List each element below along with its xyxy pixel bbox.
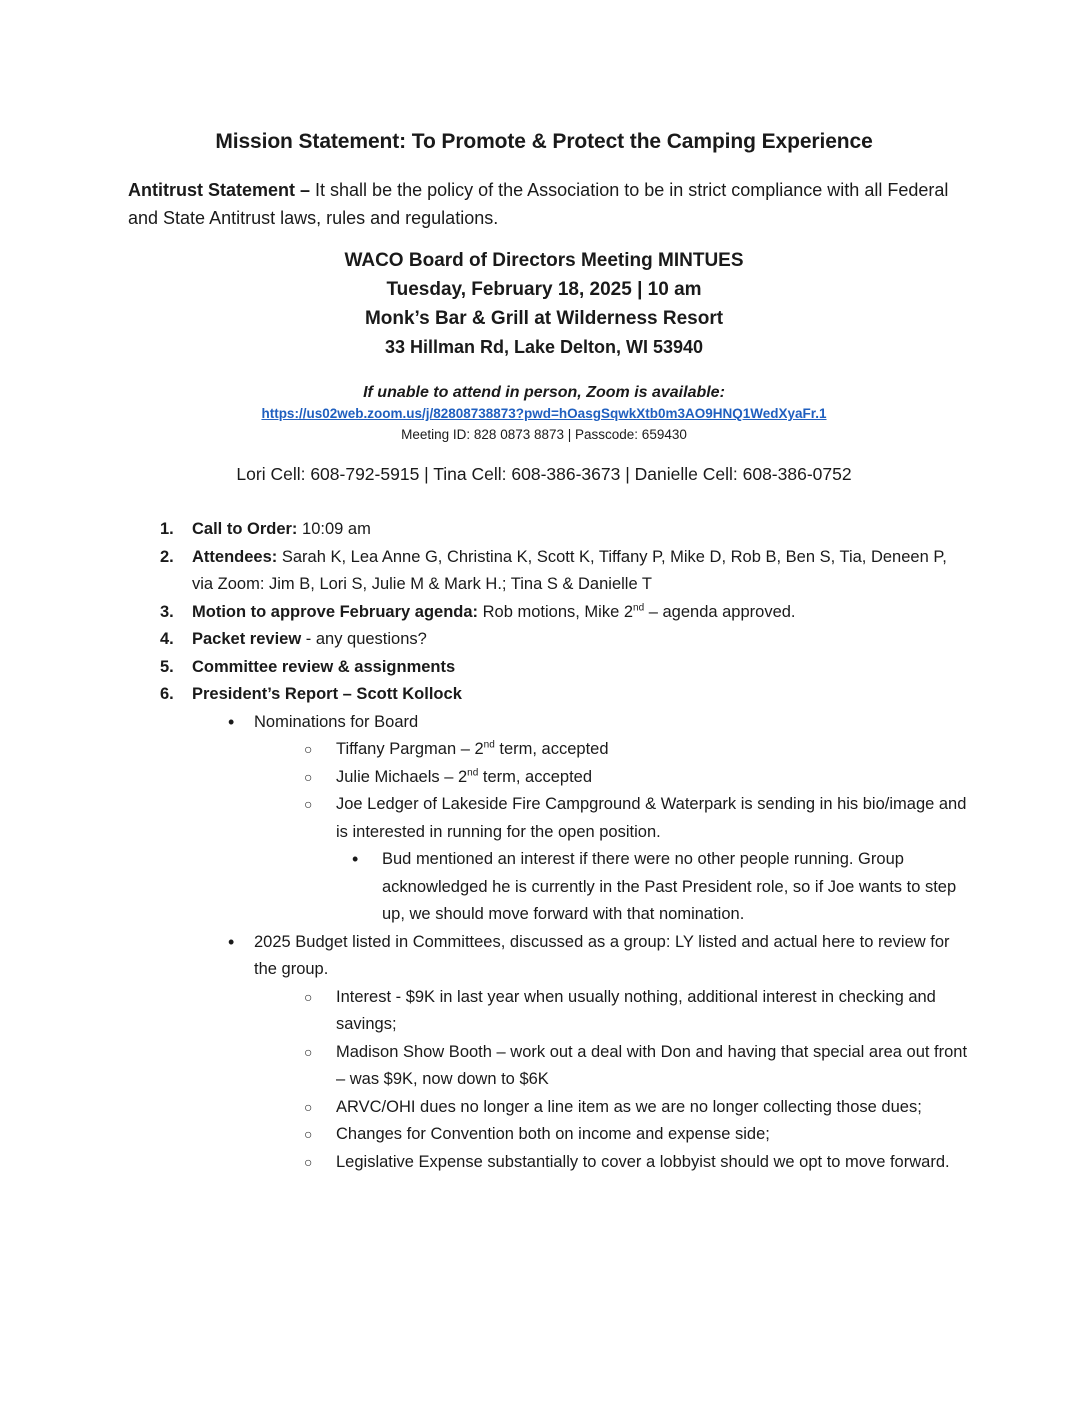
sub-item-text-end: term, accepted xyxy=(478,767,593,786)
agenda-item xyxy=(160,516,970,544)
meeting-venue: Monk’s Bar & Grill at Wilderness Resort xyxy=(364,308,724,329)
agenda-item xyxy=(160,626,970,654)
sub-item xyxy=(254,736,970,764)
agenda-number: 1. xyxy=(160,520,174,538)
sub-item-text-end: term, accepted xyxy=(494,740,609,758)
superscript: nd xyxy=(467,767,479,778)
bullet-icon: • xyxy=(228,931,235,952)
circle-bullet-icon: ○ xyxy=(304,1043,313,1060)
sub-item xyxy=(254,1039,970,1094)
circle-bullet-icon: ○ xyxy=(304,741,313,757)
sub-item-text: Interest - $9K in last year when usually nothing, additional interest in checking and savings; xyxy=(336,987,936,1033)
agenda-number: 5. xyxy=(160,657,174,676)
agenda-text: Sarah K, Lea Anne G, Christina K, Scott K, Tiffany P, Mike D, Rob B, Ben S, Tia, Deneen P, via Zoom: Jim B, Lori S, Julie M & Mark H.; Tina S & Danielle T xyxy=(192,547,947,593)
sub-item-text: Changes for Convention both on income and expense side; xyxy=(336,1125,770,1143)
bullet-icon: • xyxy=(352,849,359,869)
meeting-address: 33 Hillman Rd, Lake Delton, WI 53940 xyxy=(384,337,704,357)
bullet-icon: • xyxy=(228,711,235,732)
sub-item xyxy=(254,1094,970,1122)
agenda-text-end: – agenda approved. xyxy=(644,602,796,621)
meeting-date: Tuesday, February 18, 2025 | 10 am xyxy=(386,279,702,300)
zoom-meeting-id: Meeting ID: 828 0873 8873 | Passcode: 659430 xyxy=(401,427,687,442)
agenda-number: 3. xyxy=(160,602,174,621)
antitrust-label: Antitrust Statement – xyxy=(128,180,311,200)
agenda-label: Packet review xyxy=(192,630,302,648)
agenda-label: Committee review & assignments xyxy=(192,657,456,676)
agenda-item xyxy=(160,599,970,627)
mission-statement: Mission Statement: To Promote & Protect the Camping Experience xyxy=(215,130,873,153)
president-report-bullets xyxy=(192,709,970,1177)
antitrust-text: It shall be the policy of the Association to be in strict compliance with all Federal and State Antitrust laws, rules and regulations. xyxy=(128,180,949,228)
bullet-item xyxy=(192,929,970,1177)
sub-bullet-item xyxy=(336,846,970,929)
circle-bullet-icon: ○ xyxy=(304,1153,313,1170)
zoom-note: If unable to attend in person, Zoom is available: xyxy=(363,384,725,401)
contact-phones: Lori Cell: 608-792-5915 | Tina Cell: 608-386-3673 | Danielle Cell: 608-386-0752 xyxy=(236,464,852,484)
zoom-link[interactable]: https://us02web.zoom.us/j/82808738873?pwd=hOasgSqwkXtb0m3AO9HNQ1WedXyaFr.1 xyxy=(261,406,827,421)
agenda-number: 4. xyxy=(160,630,174,648)
agenda-text: 10:09 am xyxy=(297,520,371,538)
antitrust-statement xyxy=(128,176,958,232)
superscript: nd xyxy=(633,602,645,613)
budget-list xyxy=(254,984,970,1177)
sub-item xyxy=(254,791,970,929)
sub-item-text: Joe Ledger of Lakeside Fire Campground & Waterpark is sending in his bio/image and is interested in running for the open position. xyxy=(336,795,967,841)
agenda-item xyxy=(160,681,970,1176)
circle-bullet-icon: ○ xyxy=(304,988,313,1005)
zoom-info xyxy=(0,382,1088,446)
bullet-text: 2025 Budget listed in Committees, discussed as a group: LY listed and actual here to review for the group. xyxy=(254,932,950,978)
sub-item xyxy=(254,1121,970,1149)
meeting-title: WACO Board of Directors Meeting MINTUES xyxy=(344,250,744,271)
agenda-label: Call to Order: xyxy=(192,520,298,538)
circle-bullet-icon: ○ xyxy=(304,1126,313,1142)
agenda-label: Motion to approve February agenda: xyxy=(192,602,479,621)
bullet-text: Nominations for Board xyxy=(254,712,419,731)
circle-bullet-icon: ○ xyxy=(304,1098,313,1115)
sub-item xyxy=(254,764,970,792)
sub-bullet-text: Bud mentioned an interest if there were no other people running. Group acknowledged he is currently in the Past President role, so if Joe wants to step up, we should move forward with that nomination. xyxy=(382,850,957,923)
superscript: nd xyxy=(483,739,495,751)
agenda-text: Rob motions, Mike 2 xyxy=(478,602,634,621)
circle-bullet-icon: ○ xyxy=(304,768,313,785)
sub-item-text: Madison Show Booth – work out a deal with Don and having that special area out front – was $9K, now down to $6K xyxy=(336,1042,968,1088)
agenda-item xyxy=(160,654,970,682)
circle-bullet-icon: ○ xyxy=(304,796,313,812)
sub-item-text: ARVC/OHI dues no longer a line item as we are no longer collecting those dues; xyxy=(336,1097,922,1116)
sub-item xyxy=(254,1149,970,1177)
nominations-list xyxy=(254,736,970,929)
nomination-notes xyxy=(336,846,970,929)
agenda-list xyxy=(160,516,970,1176)
agenda-label: Attendees: xyxy=(192,547,278,566)
sub-item-text: Tiffany Pargman – 2 xyxy=(336,740,484,758)
sub-item xyxy=(254,984,970,1039)
agenda-item xyxy=(160,544,970,599)
bullet-item xyxy=(192,709,970,929)
meeting-heading xyxy=(0,246,1088,362)
sub-item-text: Legislative Expense substantially to cover a lobbyist should we opt to move forward. xyxy=(336,1152,950,1171)
agenda-number: 2. xyxy=(160,547,174,566)
sub-item-text: Julie Michaels – 2 xyxy=(336,767,468,786)
agenda-label: President’s Report – Scott Kollock xyxy=(192,685,462,703)
agenda-number: 6. xyxy=(160,685,174,703)
agenda-text: - any questions? xyxy=(301,630,427,648)
